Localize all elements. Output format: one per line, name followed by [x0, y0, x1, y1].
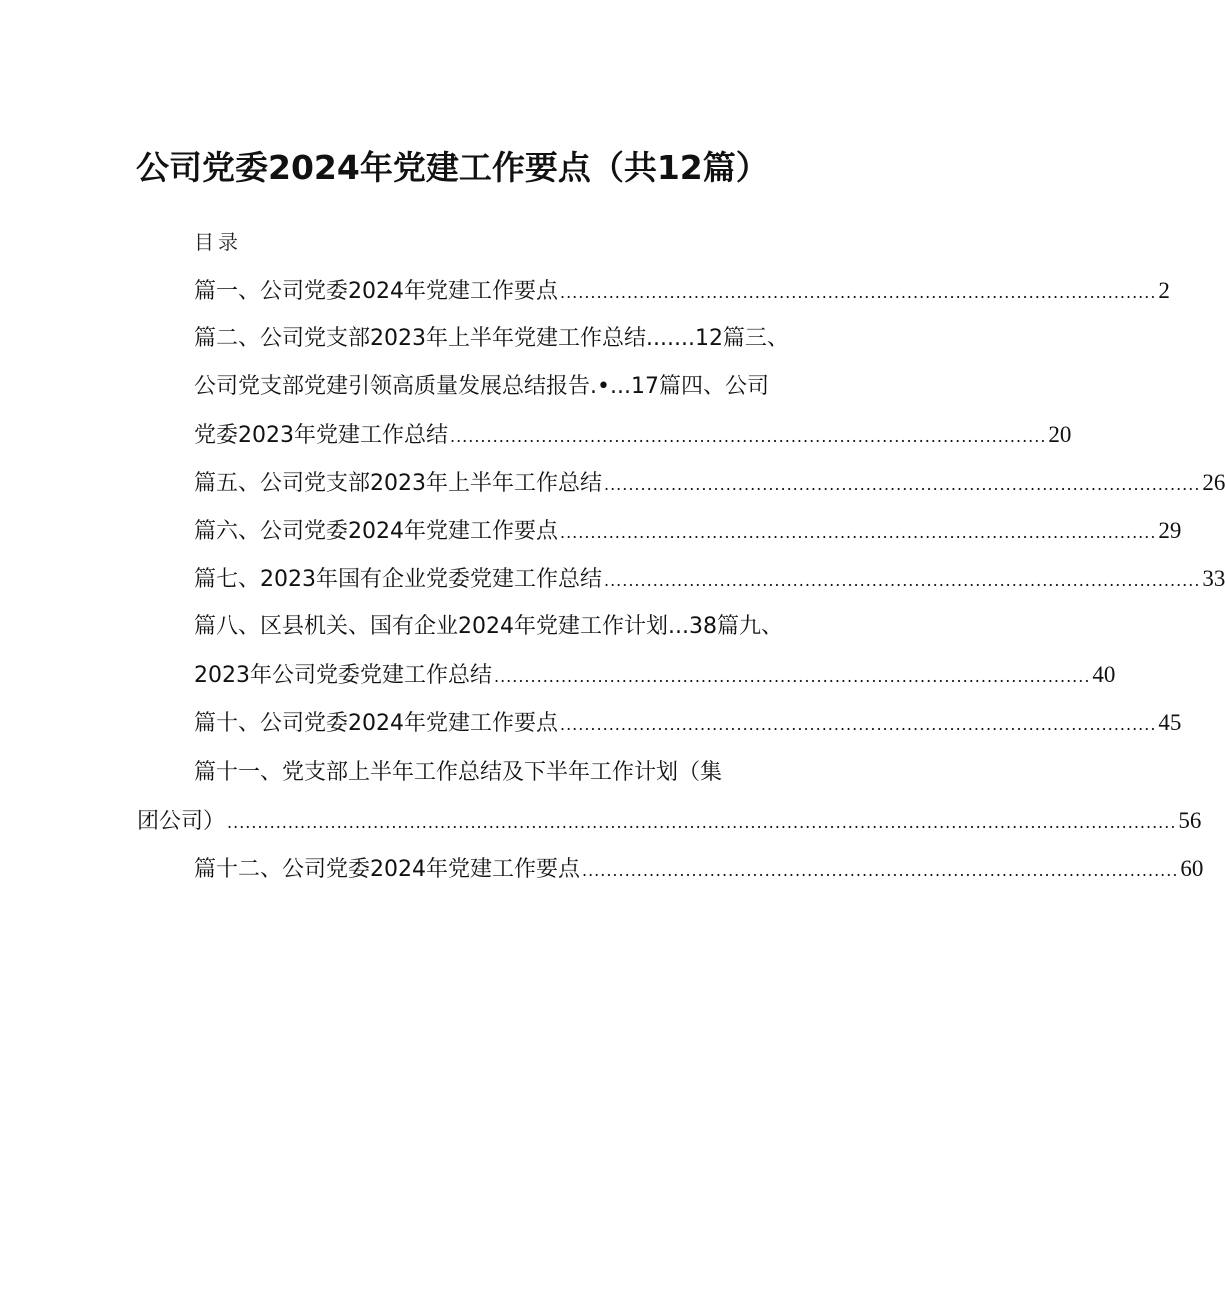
- toc-entry-text: 篇六、公司党委2024年党建工作要点: [194, 519, 558, 544]
- toc-entry-text: 篇七、2023年国有企业党委党建工作总结: [194, 567, 602, 592]
- toc-leader: ..................................................................................................: [604, 475, 1201, 494]
- toc-leader: ..................................................................................................: [560, 715, 1157, 734]
- toc-entry-10[interactable]: [194, 707, 1182, 741]
- document-title: 公司党委2024年党建工作要点（共12篇）: [136, 148, 769, 187]
- toc-leader: ..................................................................................................: [604, 571, 1201, 590]
- toc-entry-11[interactable]: [194, 757, 722, 789]
- toc-page-number: 2: [1158, 278, 1170, 303]
- toc-heading: 目录: [194, 230, 242, 254]
- toc-page-number: 40: [1092, 662, 1116, 687]
- toc-entry-12[interactable]: [194, 853, 1204, 887]
- toc-entry-text: 团公司）: [137, 809, 226, 834]
- toc-entry-text: 篇一、公司党委2024年党建工作要点: [194, 279, 558, 304]
- toc-entry-6[interactable]: [194, 515, 1182, 549]
- toc-entry-5[interactable]: [194, 467, 1225, 501]
- toc-entry-text: 篇二、公司党支部2023年上半年党建工作总结.......12篇三、: [194, 326, 789, 351]
- toc-entry-text: 篇八、区县机关、国有企业2024年党建工作计划...38篇九、: [194, 614, 783, 639]
- toc-leader: ..................................................................................................: [560, 523, 1157, 542]
- toc-page-number: 29: [1158, 518, 1182, 543]
- toc-leader: ..................................................................................................: [450, 427, 1047, 446]
- toc-entry-11-continued[interactable]: [137, 805, 1202, 839]
- toc-entry-text: 党委2023年党建工作总结: [194, 423, 448, 448]
- toc-entry-7[interactable]: [194, 563, 1225, 597]
- toc-entry-9[interactable]: [194, 659, 1116, 693]
- toc-entry-text: 篇十、公司党委2024年党建工作要点: [194, 711, 558, 736]
- toc-entry-3[interactable]: [194, 371, 769, 403]
- toc-leader: ..................................................................................................: [494, 667, 1091, 686]
- toc-page-number: 33: [1202, 566, 1225, 591]
- toc-leader: ..................................................................................................: [582, 861, 1179, 880]
- toc-entry-text: 篇五、公司党支部2023年上半年工作总结: [194, 471, 602, 496]
- toc-entry-2[interactable]: [194, 323, 789, 355]
- toc-entry-text: 篇十二、公司党委2024年党建工作要点: [194, 857, 580, 882]
- toc-entry-text: 篇十一、党支部上半年工作总结及下半年工作计划（集: [194, 760, 723, 785]
- toc-entry-1[interactable]: [194, 275, 1170, 309]
- toc-page-number: 56: [1178, 808, 1202, 833]
- toc-leader: ............................................................................................................................................................: [227, 813, 1177, 832]
- toc-page-number: 45: [1158, 710, 1182, 735]
- toc-entry-8[interactable]: [194, 611, 783, 643]
- toc-page-number: 20: [1048, 422, 1072, 447]
- toc-leader: ..................................................................................................: [560, 283, 1157, 302]
- toc-entry-4[interactable]: [194, 419, 1072, 453]
- toc-page-number: 60: [1180, 856, 1204, 881]
- toc-entry-text: 2023年公司党委党建工作总结: [194, 663, 492, 688]
- toc-entry-text: 公司党支部党建引领高质量发展总结报告.•...17篇四、公司: [194, 374, 769, 399]
- toc-page-number: 26: [1202, 470, 1225, 495]
